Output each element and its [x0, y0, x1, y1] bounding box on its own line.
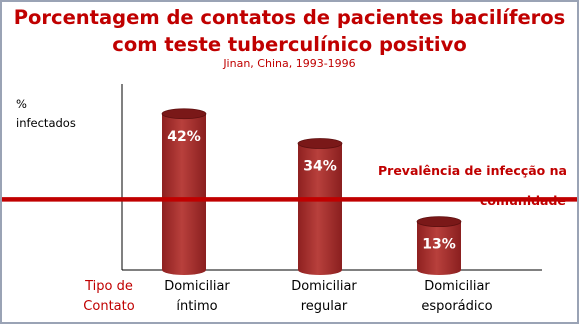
chart-title-line-1: Porcentagem de contatos de pacientes bacilíferos — [13, 6, 566, 29]
category-label-intimo-line-2: íntimo — [176, 299, 218, 314]
x-axis-title-line-2: Contato — [83, 299, 135, 314]
category-label-regular-line-2: regular — [300, 299, 348, 314]
category-label-intimo-line-1: Domiciliar — [164, 279, 230, 294]
bar-top-regular — [298, 139, 342, 149]
chart-subtitle: Jinan, China, 1993-1996 — [223, 57, 356, 70]
category-label-regular — [269, 277, 379, 317]
category-label-regular-line-1: Domiciliar — [291, 279, 357, 294]
category-label-intimo — [142, 277, 252, 317]
category-label-esporadico — [402, 277, 512, 317]
reference-line-label-line-1: Prevalência de infecção na — [378, 163, 567, 178]
bar-top-intimo — [162, 109, 206, 119]
value-label-intimo: 42% — [167, 128, 201, 145]
bar-chart — [2, 2, 577, 322]
category-label-esporadico-line-2: esporádico — [421, 299, 493, 314]
bars-group — [162, 109, 461, 275]
y-axis-label-line-1: % — [16, 97, 27, 111]
x-axis-title — [70, 277, 148, 317]
chart-title-line-2: com teste tuberculínico positivo — [112, 33, 467, 56]
value-label-regular: 34% — [303, 158, 337, 175]
y-axis-label-line-2: infectados — [16, 116, 76, 130]
category-label-esporadico-line-1: Domiciliar — [424, 279, 490, 294]
x-axis-title-line-1: Tipo de — [85, 279, 133, 294]
bar-top-esporadico — [417, 217, 461, 227]
value-label-esporadico: 13% — [422, 236, 456, 253]
reference-line-label-line-2: comunidade — [480, 193, 566, 208]
